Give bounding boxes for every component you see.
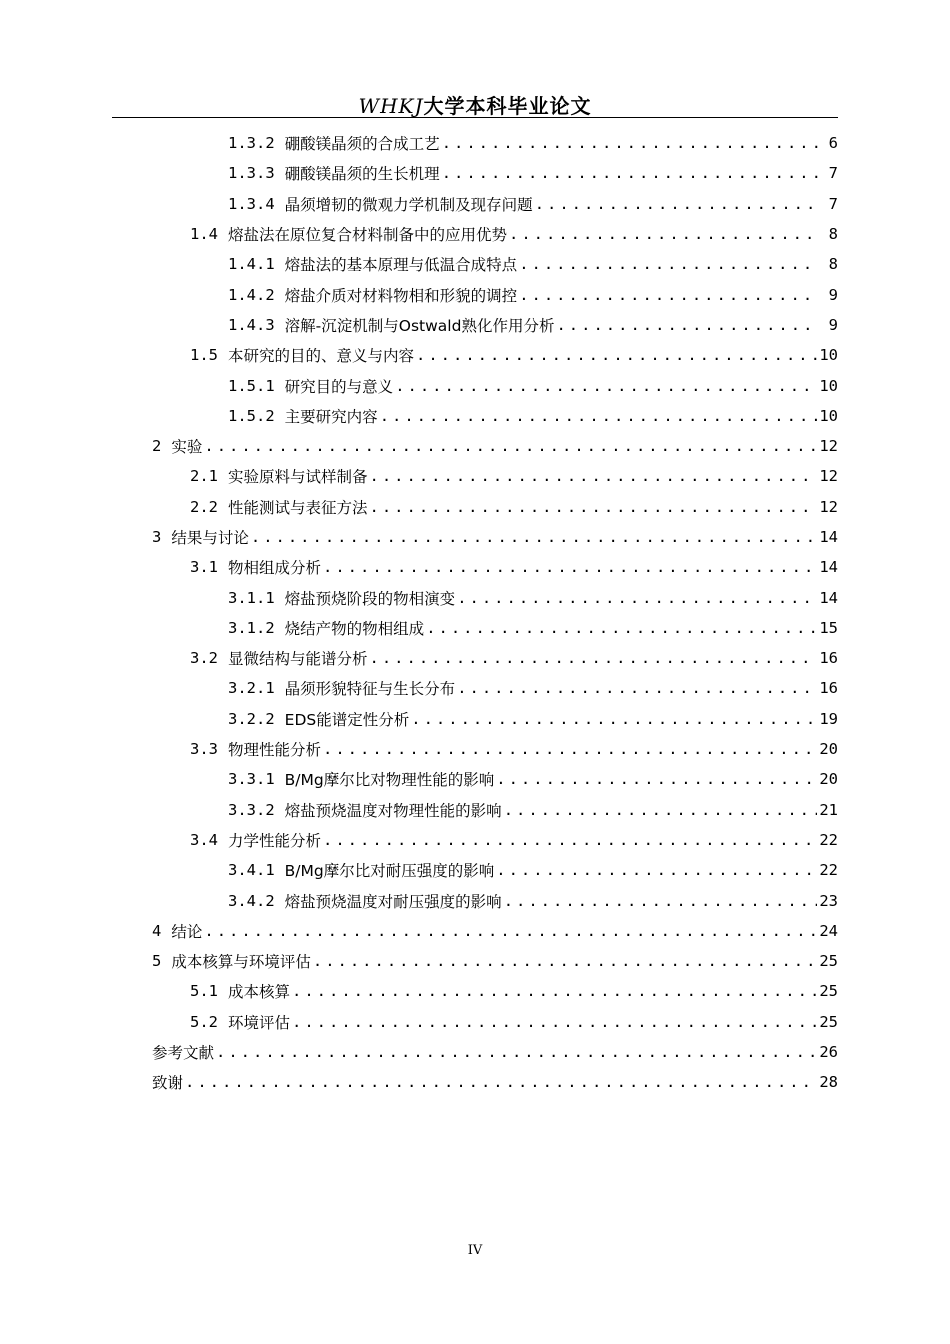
toc-entry-page: 10 bbox=[819, 376, 838, 395]
toc-entry-page: 14 bbox=[819, 588, 838, 607]
toc-entry-page: 22 bbox=[819, 830, 838, 849]
toc-entry-number: 1.3.4 bbox=[228, 194, 275, 213]
toc-entry[interactable] bbox=[152, 128, 838, 158]
toc-entry[interactable] bbox=[152, 522, 838, 552]
toc-leader-dots bbox=[411, 710, 817, 728]
toc-entry-number: 1.5.1 bbox=[228, 376, 275, 395]
toc-leader-dots bbox=[370, 467, 818, 485]
toc-leader-dots bbox=[216, 1043, 817, 1061]
toc-leader-dots bbox=[535, 195, 818, 213]
toc-entry[interactable] bbox=[152, 1067, 838, 1097]
toc-entry-page: 12 bbox=[819, 497, 838, 516]
toc-leader-dots bbox=[519, 255, 818, 273]
toc-entry-number: 3.1 bbox=[190, 558, 218, 577]
toc-leader-dots bbox=[185, 1073, 817, 1091]
toc-leader-dots bbox=[496, 770, 817, 788]
toc-leader-dots bbox=[204, 922, 817, 940]
toc-entry-title: 主要研究内容 bbox=[284, 407, 378, 426]
toc-entry-number: 3.2.2 bbox=[228, 709, 275, 728]
toc-entry-number: 3.3.2 bbox=[228, 800, 275, 819]
toc-leader-dots bbox=[519, 286, 818, 304]
toc-entry-page: 10 bbox=[819, 406, 838, 425]
toc-leader-dots bbox=[496, 861, 817, 879]
toc-entry[interactable] bbox=[152, 885, 838, 915]
toc-entry-title: 硼酸镁晶须的合成工艺 bbox=[284, 135, 440, 154]
toc-entry-number: 1.5 bbox=[190, 346, 218, 365]
toc-entry-number: 1.3.3 bbox=[228, 164, 275, 183]
toc-entry-number: 3.1.2 bbox=[228, 618, 275, 637]
toc-entry[interactable] bbox=[152, 582, 838, 612]
toc-entry[interactable] bbox=[152, 401, 838, 431]
toc-entry[interactable] bbox=[152, 795, 838, 825]
toc-entry-number: 3.2.1 bbox=[228, 679, 275, 698]
toc-entry[interactable] bbox=[152, 976, 838, 1006]
toc-leader-dots bbox=[370, 498, 818, 516]
toc-entry-title: B/Mg摩尔比对耐压强度的影响 bbox=[284, 862, 495, 881]
toc-entry-title: 熔盐法的基本原理与低温合成特点 bbox=[284, 256, 518, 275]
toc-leader-dots bbox=[380, 407, 818, 425]
toc-entry-page: 24 bbox=[819, 921, 838, 940]
toc-leader-dots bbox=[204, 437, 817, 455]
toc-entry-number: 3.1.1 bbox=[228, 588, 275, 607]
toc-entry[interactable] bbox=[152, 916, 838, 946]
toc-entry-page: 7 bbox=[828, 194, 838, 213]
toc-leader-dots bbox=[416, 346, 817, 364]
toc-entry[interactable] bbox=[152, 219, 838, 249]
toc-entry-number: 3.2 bbox=[190, 649, 218, 668]
toc-entry-number: 3.3.1 bbox=[228, 770, 275, 789]
toc-entry-title: 硼酸镁晶须的生长机理 bbox=[284, 165, 440, 184]
toc-entry-title: 实验原料与试样制备 bbox=[228, 468, 368, 487]
toc-entry-title: 熔盐预烧温度对物理性能的影响 bbox=[284, 801, 502, 820]
toc-leader-dots bbox=[509, 225, 818, 243]
toc-entry-title: 晶须增韧的微观力学机制及现存问题 bbox=[284, 195, 533, 214]
toc-entry[interactable] bbox=[152, 461, 838, 491]
toc-entry-number: 5.1 bbox=[190, 982, 218, 1001]
toc-entry-number: 1.4 bbox=[190, 225, 218, 244]
toc-entry-number: 1.4.1 bbox=[228, 255, 275, 274]
toc-entry-number: 2.2 bbox=[190, 497, 218, 516]
toc-entry-number: 5 bbox=[152, 952, 162, 971]
toc-leader-dots bbox=[323, 740, 817, 758]
toc-entry-page: 8 bbox=[828, 225, 838, 244]
toc-leader-dots bbox=[442, 164, 818, 182]
toc-entry-title: B/Mg摩尔比对物理性能的影响 bbox=[284, 771, 495, 790]
toc-entry[interactable] bbox=[152, 189, 838, 219]
toc-entry[interactable] bbox=[152, 370, 838, 400]
toc-entry-page: 8 bbox=[828, 255, 838, 274]
toc-entry-number: 2.1 bbox=[190, 467, 218, 486]
toc-entry-page: 21 bbox=[819, 800, 838, 819]
toc-entry-number: 1.3.2 bbox=[228, 134, 275, 153]
toc-entry-number: 3 bbox=[152, 528, 162, 546]
toc-entry-page: 16 bbox=[819, 649, 838, 668]
toc-entry-page: 9 bbox=[828, 315, 838, 334]
table-of-contents bbox=[152, 128, 838, 1098]
toc-entry-number: 3.3 bbox=[190, 740, 218, 759]
toc-entry[interactable] bbox=[152, 946, 838, 976]
toc-entry-title: 物相组成分析 bbox=[228, 559, 322, 578]
toc-entry[interactable] bbox=[152, 158, 838, 188]
toc-entry-title: 性能测试与表征方法 bbox=[228, 498, 368, 517]
toc-entry-title: 熔盐法在原位复合材料制备中的应用优势 bbox=[228, 226, 508, 245]
toc-entry[interactable] bbox=[152, 855, 838, 885]
toc-leader-dots bbox=[556, 316, 818, 334]
toc-entry[interactable] bbox=[152, 492, 838, 522]
toc-entry-title: 熔盐预烧温度对耐压强度的影响 bbox=[284, 892, 502, 911]
toc-entry[interactable] bbox=[152, 704, 838, 734]
header-cjk: 大学本科毕业论文 bbox=[423, 94, 592, 118]
toc-leader-dots bbox=[426, 619, 817, 637]
toc-leader-dots bbox=[292, 1013, 817, 1031]
toc-entry[interactable] bbox=[152, 1037, 838, 1067]
toc-entry-title: 溶解-沉淀机制与Ostwald熟化作用分析 bbox=[284, 316, 555, 335]
running-header bbox=[0, 90, 950, 119]
toc-entry-page: 9 bbox=[828, 285, 838, 304]
toc-entry-title: 结果与讨论 bbox=[171, 529, 249, 547]
toc-entry-page: 7 bbox=[828, 164, 838, 183]
toc-entry[interactable] bbox=[152, 431, 838, 461]
toc-entry-page: 25 bbox=[819, 982, 838, 1001]
toc-leader-dots bbox=[504, 892, 818, 910]
toc-entry-title: 烧结产物的物相组成 bbox=[284, 619, 425, 638]
toc-entry-page: 20 bbox=[819, 740, 838, 759]
toc-entry-title: 实验 bbox=[171, 438, 203, 457]
toc-entry-number: 5.2 bbox=[190, 1012, 218, 1031]
toc-entry-title: 结论 bbox=[171, 922, 203, 941]
toc-entry-page: 15 bbox=[819, 618, 838, 637]
toc-leader-dots bbox=[395, 377, 817, 395]
toc-entry-page: 19 bbox=[819, 709, 838, 728]
toc-entry-title: 物理性能分析 bbox=[228, 741, 322, 760]
toc-entry-title: EDS能谱定性分析 bbox=[284, 710, 410, 729]
toc-entry[interactable] bbox=[152, 249, 838, 279]
toc-entry-number: 4 bbox=[152, 921, 162, 940]
toc-entry-title: 环境评估 bbox=[228, 1013, 291, 1032]
toc-entry[interactable] bbox=[152, 1007, 838, 1037]
toc-entry-page: 12 bbox=[819, 467, 838, 486]
toc-entry-number: 3.4.1 bbox=[228, 861, 275, 880]
toc-entry[interactable] bbox=[152, 673, 838, 703]
toc-entry-title: 力学性能分析 bbox=[228, 831, 322, 850]
toc-entry[interactable] bbox=[152, 552, 838, 582]
toc-entry-title: 参考文献 bbox=[152, 1044, 215, 1063]
toc-entry-page: 12 bbox=[819, 437, 838, 456]
toc-entry-title: 熔盐预烧阶段的物相演变 bbox=[284, 589, 456, 608]
toc-entry-title: 成本核算 bbox=[228, 983, 291, 1002]
toc-entry-page: 22 bbox=[819, 861, 838, 880]
toc-entry-title: 显微结构与能谱分析 bbox=[228, 650, 368, 669]
toc-entry[interactable] bbox=[152, 279, 838, 309]
toc-entry-number: 1.5.2 bbox=[228, 406, 275, 425]
toc-entry-page: 25 bbox=[819, 952, 838, 971]
toc-entry[interactable] bbox=[152, 310, 838, 340]
toc-leader-dots bbox=[442, 134, 818, 152]
toc-entry[interactable] bbox=[152, 340, 838, 370]
toc-entry[interactable] bbox=[152, 643, 838, 673]
toc-entry-number: 1.4.2 bbox=[228, 285, 275, 304]
toc-entry-title: 研究目的与意义 bbox=[284, 377, 394, 396]
toc-entry[interactable] bbox=[152, 734, 838, 764]
toc-entry-title: 晶须形貌特征与生长分布 bbox=[284, 680, 456, 699]
toc-entry[interactable] bbox=[152, 764, 838, 794]
toc-entry-number: 1.4.3 bbox=[228, 315, 275, 334]
toc-entry-page: 6 bbox=[828, 134, 838, 153]
toc-entry[interactable] bbox=[152, 613, 838, 643]
toc-entry-title: 致谢 bbox=[152, 1074, 184, 1093]
toc-entry[interactable] bbox=[152, 825, 838, 855]
toc-leader-dots bbox=[457, 589, 817, 607]
toc-entry-number: 3.4.2 bbox=[228, 891, 275, 910]
toc-entry-page: 28 bbox=[819, 1073, 838, 1092]
header-rule bbox=[112, 117, 838, 118]
toc-leader-dots bbox=[457, 679, 817, 697]
toc-leader-dots bbox=[251, 528, 817, 546]
toc-leader-dots bbox=[504, 801, 818, 819]
toc-entry-number: 3.4 bbox=[190, 830, 218, 849]
toc-entry-title: 熔盐介质对材料物相和形貌的调控 bbox=[284, 286, 518, 305]
toc-leader-dots bbox=[323, 831, 817, 849]
toc-entry-page: 25 bbox=[819, 1012, 838, 1031]
toc-entry-number: 2 bbox=[152, 437, 162, 456]
toc-entry-title: 本研究的目的、意义与内容 bbox=[228, 347, 415, 366]
toc-entry-page: 14 bbox=[819, 528, 838, 546]
toc-entry-page: 23 bbox=[819, 891, 838, 910]
header-latin: WHKJ bbox=[358, 94, 424, 118]
toc-leader-dots bbox=[292, 982, 817, 1000]
page-number: IV bbox=[467, 1243, 483, 1258]
toc-leader-dots bbox=[323, 558, 817, 576]
toc-entry-page: 16 bbox=[819, 679, 838, 698]
toc-entry-page: 14 bbox=[819, 558, 838, 577]
toc-leader-dots bbox=[313, 952, 817, 970]
toc-entry-page: 26 bbox=[819, 1043, 838, 1062]
toc-entry-page: 20 bbox=[819, 770, 838, 789]
toc-entry-title: 成本核算与环境评估 bbox=[171, 953, 311, 972]
toc-entry-page: 10 bbox=[819, 346, 838, 365]
toc-leader-dots bbox=[370, 649, 818, 667]
